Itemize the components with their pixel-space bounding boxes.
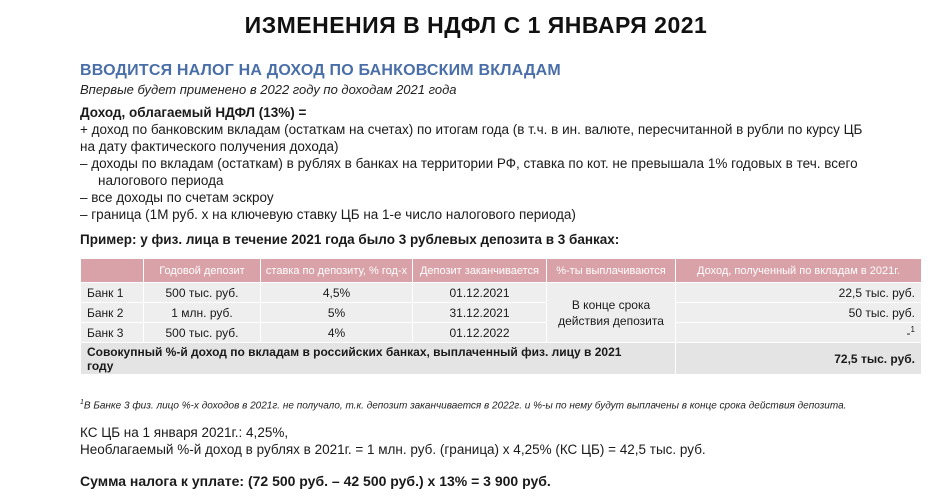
total-row <box>81 343 922 375</box>
column-header: %-ты выплачиваются <box>547 259 676 283</box>
bank-name-cell: Банк 3 <box>81 323 144 343</box>
total-value-cell: 72,5 тыс. руб. <box>676 343 922 375</box>
income-line: – доходы по вкладам (остаткам) в рублях в банках на территории РФ, ставка по кот. не превышала 1% годовых в теч. всего <box>80 156 858 171</box>
rate-cell: 5% <box>261 303 413 323</box>
column-header: Депозит заканчивается <box>413 259 547 283</box>
column-header: Доход, полученный по вкладам в 2021г. <box>676 259 922 283</box>
end-date-cell: 31.12.2021 <box>413 303 547 323</box>
total-label-cell <box>81 343 676 375</box>
bank-name-cell: Банк 1 <box>81 283 144 303</box>
page-title: ИЗМЕНЕНИЯ В НДФЛ С 1 ЯНВАРЯ 2021 <box>244 12 708 38</box>
total-label-line: Совокупный %-й доход по вкладам в российских банках, выплаченный физ. лицу в 2021 <box>87 344 622 359</box>
deposit-cell: 500 тыс. руб. <box>144 323 261 343</box>
income-cell <box>676 323 922 343</box>
total-label-line: году <box>87 358 114 373</box>
table-row <box>81 303 922 323</box>
footnote-number: 1 <box>80 399 84 406</box>
section-heading: ВВОДИТСЯ НАЛОГ НА ДОХОД ПО БАНКОВСКИМ ВКЛАДАМ <box>80 62 561 79</box>
bank-name-cell: Банк 2 <box>81 303 144 323</box>
income-line: на дату фактического получения дохода) <box>80 139 339 154</box>
key-rate-line: КС ЦБ на 1 января 2021г.: 4,25%, <box>80 425 289 440</box>
rate-cell: 4,5% <box>261 283 413 303</box>
table-header-row <box>81 259 922 283</box>
deposit-cell: 500 тыс. руб. <box>144 283 261 303</box>
interest-paid-line: В конце срока <box>571 297 651 312</box>
section-subtitle: Впервые будет применено в 2022 году по доходам 2021 года <box>80 82 457 97</box>
income-cell: 50 тыс. руб. <box>676 303 922 323</box>
rate-cell: 4% <box>261 323 413 343</box>
non-taxable-income-line: Необлагаемый %-й доход в рублях в 2021г. = 1 млн. руб. (граница) х 4,25% (КС ЦБ) = 42,5 тыс. руб. <box>80 442 706 457</box>
interest-paid-cell <box>547 283 676 343</box>
income-line: – все доходы по счетам эскроу <box>80 190 274 205</box>
end-date-cell: 01.12.2022 <box>413 323 547 343</box>
income-line: + доход по банковским вкладам (остаткам на счетах) по итогам года (в т.ч. в ин. валюте, пересчитанной в рубли по курсу ЦБ <box>80 122 863 137</box>
taxable-income-title: Доход, облагаемый НДФЛ (13%) = <box>80 105 307 120</box>
taxable-income-block <box>80 104 930 223</box>
example-title: Пример: у физ. лица в течение 2021 года было 3 рублевых депозита в 3 банках: <box>80 232 620 247</box>
deposit-cell: 1 млн. руб. <box>144 303 261 323</box>
column-header: ставка по депозиту, % год-х <box>261 259 413 283</box>
income-value: - <box>906 326 911 340</box>
footnote-text: В Банке 3 физ. лицо %-х доходов в 2021г. не получало, т.к. депозит заканчивается в 2022г. и %-ы по нему будут выплачены в конце срока действия депозита. <box>83 400 847 412</box>
income-line: – граница (1М руб. х на ключевую ставку ЦБ на 1-е число налогового периода) <box>80 207 576 222</box>
table-row <box>81 323 922 343</box>
income-cell: 22,5 тыс. руб. <box>676 283 922 303</box>
income-line: налогового периода <box>98 173 224 188</box>
footnote-marker: 1 <box>910 325 915 334</box>
column-header <box>81 259 144 283</box>
footnote <box>80 399 846 411</box>
column-header: Годовой депозит <box>144 259 261 283</box>
key-rate-block <box>80 424 706 458</box>
interest-paid-line: действия депозита <box>558 313 664 328</box>
end-date-cell: 01.12.2021 <box>413 283 547 303</box>
table-row <box>81 283 922 303</box>
deposits-table <box>80 258 922 375</box>
tax-sum: Сумма налога к уплате: (72 500 руб. – 42 500 руб.) х 13% = 3 900 руб. <box>80 473 551 489</box>
